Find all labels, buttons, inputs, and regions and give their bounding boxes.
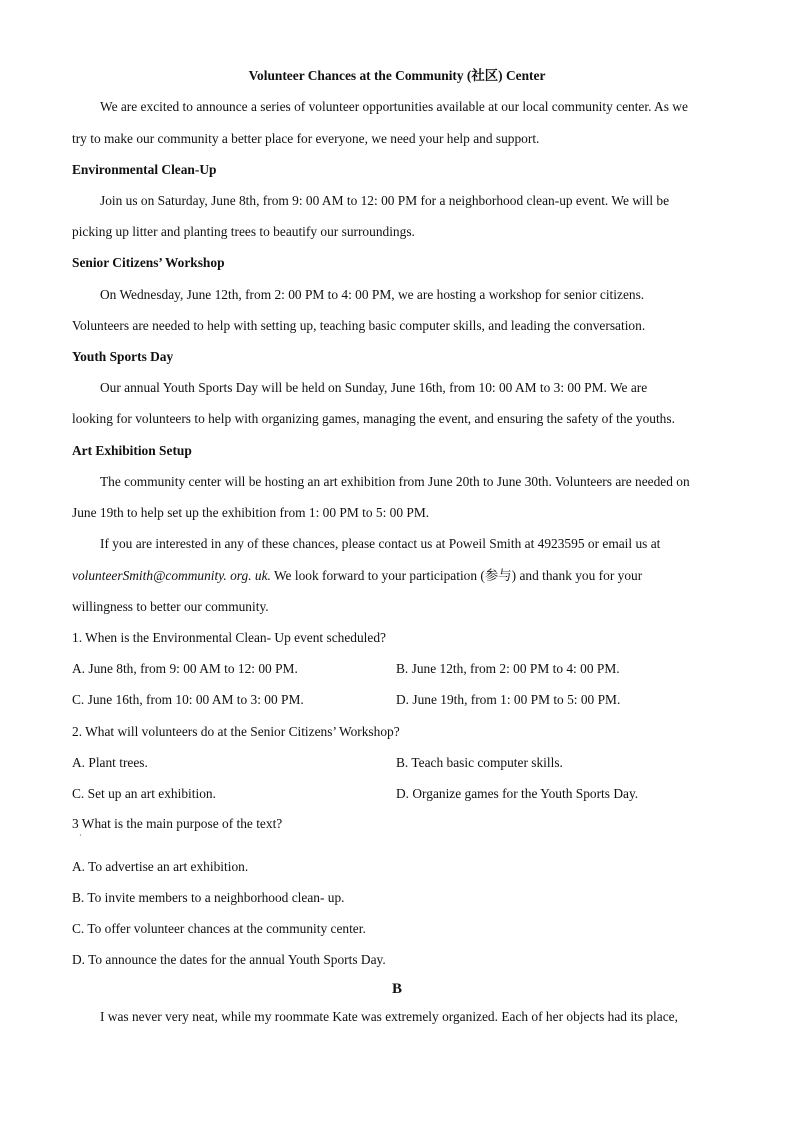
question-1: 1. When is the Environmental Clean- Up event scheduled? [72, 630, 386, 645]
section-heading-art: Art Exhibition Setup [72, 443, 192, 458]
q3-option-b: B. To invite members to a neighborhood clean- up. [72, 890, 345, 905]
cleanup-line-1: Join us on Saturday, June 8th, from 9: 00 AM to 12: 00 PM for a neighborhood clean-up event. We will be [100, 193, 670, 208]
workshop-line-1: On Wednesday, June 12th, from 2: 00 PM to 4: 00 PM, we are hosting a workshop for senior citizens. [100, 287, 645, 302]
question-3: 3 What is the main purpose of the text? [72, 816, 283, 831]
contact-line-2 [72, 567, 724, 585]
art-line-1: The community center will be hosting an art exhibition from June 20th to June 30th. Volunteers are needed on [100, 474, 690, 489]
q2-option-c: C. Set up an art exhibition. [72, 786, 216, 801]
q1-option-d: D. June 19th, from 1: 00 PM to 5: 00 PM. [396, 692, 621, 707]
contact-line-2-text: We look forward to your participation (参与) and thank you for your [270, 568, 643, 583]
sports-line-2: looking for volunteers to help with organizing games, managing the event, and ensuring the safety of the youths. [72, 411, 675, 426]
contact-email: volunteerSmith@community. org. uk. [72, 568, 271, 583]
cleanup-line-2: picking up litter and planting trees to beautify our surroundings. [72, 224, 415, 239]
section-b-line-1: I was never very neat, while my roommate Kate was extremely organized. Each of her objects had its place, [100, 1009, 678, 1024]
q2-option-a: A. Plant trees. [72, 755, 148, 770]
passage-title: Volunteer Chances at the Community (社区) Center [248, 68, 546, 83]
q1-option-c: C. June 16th, from 10: 00 AM to 3: 00 PM. [72, 692, 304, 707]
contact-line-3: willingness to better our community. [72, 599, 269, 614]
q2-option-d: D. Organize games for the Youth Sports Day. [396, 786, 639, 801]
q3-option-d: D. To announce the dates for the annual Youth Sports Day. [72, 952, 386, 967]
workshop-line-2: Volunteers are needed to help with setting up, teaching basic computer skills, and leading the conversation. [72, 318, 646, 333]
question-2: 2. What will volunteers do at the Senior Citizens’ Workshop? [72, 724, 400, 739]
q1-option-b: B. June 12th, from 2: 00 PM to 4: 00 PM. [396, 661, 620, 676]
q3-option-c: C. To offer volunteer chances at the community center. [72, 921, 366, 936]
section-b-label: B [391, 981, 402, 997]
intro-line-1: We are excited to announce a series of volunteer opportunities available at our local community center. As we [100, 99, 688, 114]
intro-line-2: try to make our community a better place for everyone, we need your help and support. [72, 131, 540, 146]
stray-dot: · [79, 831, 82, 840]
q1-option-a: A. June 8th, from 9: 00 AM to 12: 00 PM. [72, 661, 298, 676]
art-line-2: June 19th to help set up the exhibition from 1: 00 PM to 5: 00 PM. [72, 505, 430, 520]
sports-line-1: Our annual Youth Sports Day will be held on Sunday, June 16th, from 10: 00 AM to 3: 00 PM. We are [100, 380, 648, 395]
section-heading-workshop: Senior Citizens’ Workshop [72, 255, 225, 270]
section-heading-sports: Youth Sports Day [72, 349, 174, 364]
q3-option-a: A. To advertise an art exhibition. [72, 859, 249, 874]
section-heading-cleanup: Environmental Clean-Up [72, 162, 217, 177]
contact-line-1: If you are interested in any of these chances, please contact us at Poweil Smith at 4923595 or email us at [100, 536, 661, 551]
q2-option-b: B. Teach basic computer skills. [396, 755, 563, 770]
